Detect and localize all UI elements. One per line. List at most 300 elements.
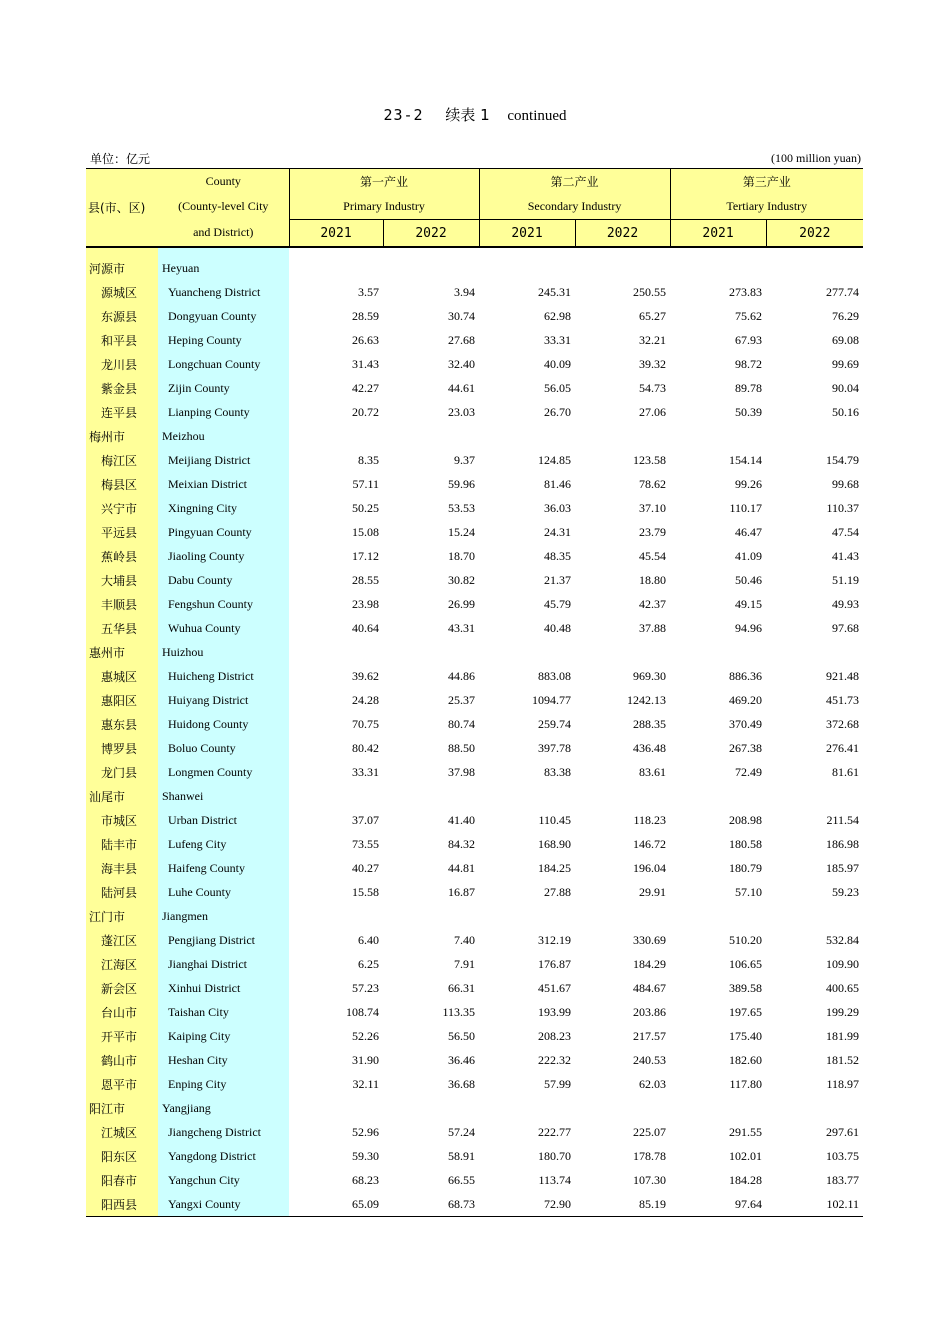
city-name-en: Yangjiang — [158, 1096, 289, 1120]
value-secondary-2021: 397.78 — [538, 740, 572, 755]
city-name-cn: 河源市 — [86, 256, 158, 280]
county-name-cn: 丰顺县 — [86, 592, 158, 616]
value-secondary-2021: 124.85 — [538, 452, 572, 467]
table-row — [86, 448, 863, 472]
value-tertiary-2022: 99.69 — [832, 356, 860, 371]
value-secondary-2022: 54.73 — [639, 380, 667, 395]
county-name-en: Kaiping City — [158, 1024, 289, 1048]
value-primary-2021: 32.11 — [352, 1076, 379, 1091]
value-secondary-2022: 203.86 — [633, 1004, 667, 1019]
table-row — [86, 1168, 863, 1192]
table-row — [86, 568, 863, 592]
value-primary-2022: 25.37 — [448, 692, 476, 707]
value-primary-2021: 65.09 — [289, 1192, 383, 1217]
county-name-en: Huidong County — [158, 712, 289, 736]
value-tertiary-2021: 184.28 — [729, 1172, 763, 1187]
table-row — [86, 880, 863, 904]
value-secondary-2022: 217.57 — [633, 1028, 667, 1043]
value-secondary-2021: 57.99 — [544, 1076, 572, 1091]
value-secondary-2021: 222.32 — [538, 1052, 572, 1067]
table-row — [86, 712, 863, 736]
value-tertiary-2021: 110.17 — [729, 500, 763, 515]
value-tertiary-2022: 276.41 — [826, 740, 860, 755]
value-primary-2021: 52.96 — [352, 1124, 379, 1139]
county-name-en: Yangdong District — [158, 1144, 289, 1168]
county-name-cn: 台山市 — [86, 1000, 158, 1024]
value-secondary-2021: 56.05 — [544, 380, 572, 395]
city-row — [86, 640, 863, 664]
value-primary-2022: 68.73 — [383, 1192, 479, 1217]
city-name-en: Meizhou — [158, 424, 289, 448]
value-tertiary-2021: 57.10 — [735, 884, 763, 899]
table-row — [86, 1072, 863, 1096]
value-primary-2021: 108.74 — [346, 1004, 379, 1019]
city-row — [86, 1096, 863, 1120]
value-primary-2021: 6.40 — [358, 932, 379, 947]
value-primary-2022: 3.94 — [454, 284, 476, 299]
value-primary-2021: 52.26 — [352, 1028, 379, 1043]
value-tertiary-2021: 117.80 — [729, 1076, 763, 1091]
value-primary-2021: 73.55 — [352, 836, 379, 851]
table-header — [86, 169, 863, 248]
value-primary-2021: 26.63 — [352, 332, 379, 347]
table-row — [86, 352, 863, 376]
table-row — [86, 376, 863, 400]
unit-en: (100 million yuan) — [771, 151, 861, 165]
header-tertiary-en: Tertiary Industry — [670, 194, 863, 220]
value-tertiary-2022: 185.97 — [826, 860, 860, 875]
value-secondary-2022: 23.79 — [639, 524, 667, 539]
value-secondary-2021: 40.09 — [544, 356, 572, 371]
county-name-cn: 龙门县 — [86, 760, 158, 784]
value-secondary-2021: 27.88 — [544, 884, 572, 899]
value-secondary-2022: 32.21 — [639, 332, 667, 347]
table-row — [86, 856, 863, 880]
header-primary-cn: 第一产业 — [289, 169, 479, 195]
value-secondary-2022: 65.27 — [639, 308, 667, 323]
value-tertiary-2022: 186.98 — [826, 836, 860, 851]
value-tertiary-2022: 90.04 — [832, 380, 860, 395]
value-primary-2022: 27.68 — [448, 332, 476, 347]
value-tertiary-2021: 154.14 — [729, 452, 763, 467]
county-name-cn: 大埔县 — [86, 568, 158, 592]
city-name-cn: 惠州市 — [86, 640, 158, 664]
county-name-cn: 连平县 — [86, 400, 158, 424]
county-name-cn: 恩平市 — [86, 1072, 158, 1096]
value-secondary-2022: 37.88 — [639, 620, 667, 635]
value-secondary-2021: 21.37 — [544, 572, 572, 587]
value-tertiary-2021: 67.93 — [735, 332, 763, 347]
county-name-cn: 江海区 — [86, 952, 158, 976]
county-name-en: Yangchun City — [158, 1168, 289, 1192]
year-secondary-2022: 2022 — [575, 220, 670, 248]
table-row — [86, 472, 863, 496]
value-secondary-2022: 240.53 — [633, 1052, 667, 1067]
value-tertiary-2021: 389.58 — [729, 980, 763, 995]
value-tertiary-2021: 49.15 — [735, 596, 763, 611]
value-tertiary-2022: 532.84 — [826, 932, 860, 947]
value-secondary-2021: 40.48 — [544, 620, 572, 635]
value-primary-2021: 24.28 — [352, 692, 379, 707]
value-secondary-2021: 168.90 — [538, 836, 572, 851]
value-tertiary-2021: 469.20 — [729, 692, 763, 707]
value-primary-2021: 40.64 — [352, 620, 379, 635]
value-secondary-2021: 184.25 — [538, 860, 572, 875]
county-name-en: Meijiang District — [158, 448, 289, 472]
value-primary-2021: 68.23 — [352, 1172, 379, 1187]
county-name-en: Boluo County — [158, 736, 289, 760]
value-tertiary-2021: 180.58 — [729, 836, 763, 851]
value-tertiary-2021: 510.20 — [729, 932, 763, 947]
title-en: continued — [507, 108, 567, 124]
value-secondary-2022: 42.37 — [639, 596, 667, 611]
value-primary-2021: 3.57 — [358, 284, 379, 299]
value-secondary-2022: 107.30 — [633, 1172, 667, 1187]
value-secondary-2022: 146.72 — [633, 836, 667, 851]
value-tertiary-2022: 400.65 — [826, 980, 860, 995]
value-secondary-2022: 83.61 — [639, 764, 667, 779]
value-primary-2022: 66.31 — [448, 980, 476, 995]
value-primary-2021: 37.07 — [352, 812, 379, 827]
table-row — [86, 1024, 863, 1048]
table-row — [86, 832, 863, 856]
value-tertiary-2021: 267.38 — [729, 740, 763, 755]
value-secondary-2022: 45.54 — [639, 548, 667, 563]
value-secondary-2022: 78.62 — [639, 476, 667, 491]
value-primary-2022: 9.37 — [454, 452, 476, 467]
value-tertiary-2022: 451.73 — [826, 692, 860, 707]
county-name-cn: 鹤山市 — [86, 1048, 158, 1072]
value-primary-2021: 33.31 — [352, 764, 379, 779]
county-name-en: Taishan City — [158, 1000, 289, 1024]
value-tertiary-2022: 199.29 — [826, 1004, 860, 1019]
county-name-cn: 陆丰市 — [86, 832, 158, 856]
value-secondary-2021: 245.31 — [538, 284, 572, 299]
value-secondary-2021: 259.74 — [538, 716, 572, 731]
year-tertiary-2022: 2022 — [766, 220, 863, 248]
title-cn: 续表 1 — [445, 106, 490, 124]
value-tertiary-2022: 47.54 — [832, 524, 860, 539]
value-primary-2021: 31.43 — [352, 356, 379, 371]
value-primary-2022: 36.68 — [448, 1076, 476, 1091]
year-tertiary-2021: 2021 — [670, 220, 766, 248]
table-row — [86, 544, 863, 568]
value-primary-2022: 36.46 — [448, 1052, 476, 1067]
table-row — [86, 328, 863, 352]
value-secondary-2022: 27.06 — [639, 404, 667, 419]
value-secondary-2021: 176.87 — [538, 956, 572, 971]
value-tertiary-2022: 59.23 — [832, 884, 860, 899]
table-row — [86, 1048, 863, 1072]
value-primary-2022: 84.32 — [448, 836, 476, 851]
table-row — [86, 1000, 863, 1024]
value-tertiary-2022: 81.61 — [832, 764, 860, 779]
value-primary-2021: 15.08 — [352, 524, 379, 539]
table-row — [86, 616, 863, 640]
value-secondary-2021: 208.23 — [538, 1028, 572, 1043]
value-tertiary-2022: 118.97 — [826, 1076, 860, 1091]
value-primary-2021: 40.27 — [352, 860, 379, 875]
table-number: 23-2 — [383, 106, 424, 124]
value-primary-2022: 88.50 — [448, 740, 476, 755]
value-tertiary-2021: 89.78 — [735, 380, 763, 395]
value-secondary-2021: 33.31 — [544, 332, 572, 347]
value-tertiary-2021: 46.47 — [735, 524, 763, 539]
city-row — [86, 904, 863, 928]
value-tertiary-2022: 181.99 — [826, 1028, 860, 1043]
county-name-cn: 和平县 — [86, 328, 158, 352]
value-secondary-2022: 18.80 — [639, 572, 667, 587]
value-primary-2021: 23.98 — [352, 596, 379, 611]
county-name-en: Wuhua County — [158, 616, 289, 640]
value-tertiary-2021: 197.65 — [729, 1004, 763, 1019]
table-row — [86, 592, 863, 616]
value-secondary-2022: 1242.13 — [627, 692, 667, 707]
value-primary-2021: 28.59 — [352, 308, 379, 323]
county-name-cn: 阳春市 — [86, 1168, 158, 1192]
value-primary-2022: 18.70 — [448, 548, 476, 563]
county-name-en: Lufeng City — [158, 832, 289, 856]
value-tertiary-2022: 277.74 — [826, 284, 860, 299]
county-name-en: Xingning City — [158, 496, 289, 520]
city-name-en: Jiangmen — [158, 904, 289, 928]
city-name-en: Huizhou — [158, 640, 289, 664]
county-name-cn: 开平市 — [86, 1024, 158, 1048]
county-name-cn: 惠阳区 — [86, 688, 158, 712]
county-name-cn: 梅江区 — [86, 448, 158, 472]
value-primary-2021: 20.72 — [352, 404, 379, 419]
value-tertiary-2022: 110.37 — [826, 500, 860, 515]
value-primary-2021: 15.58 — [352, 884, 379, 899]
value-tertiary-2022: 51.19 — [832, 572, 860, 587]
county-name-en: Meixian District — [158, 472, 289, 496]
value-primary-2021: 57.11 — [352, 476, 379, 491]
value-tertiary-2022: 69.08 — [832, 332, 860, 347]
county-name-cn: 东源县 — [86, 304, 158, 328]
county-name-en: Urban District — [158, 808, 289, 832]
value-primary-2022: 53.53 — [448, 500, 476, 515]
table-row — [86, 400, 863, 424]
value-primary-2021: 70.75 — [352, 716, 379, 731]
county-name-cn: 海丰县 — [86, 856, 158, 880]
value-tertiary-2022: 76.29 — [832, 308, 860, 323]
header-county-cn: 县(市、区) — [86, 169, 158, 248]
county-name-en: Zijin County — [158, 376, 289, 400]
value-primary-2022: 43.31 — [448, 620, 476, 635]
table-row — [86, 736, 863, 760]
city-row — [86, 784, 863, 808]
value-tertiary-2021: 102.01 — [729, 1148, 763, 1163]
value-tertiary-2022: 154.79 — [826, 452, 860, 467]
value-primary-2021: 57.23 — [352, 980, 379, 995]
value-primary-2022: 57.24 — [448, 1124, 476, 1139]
value-primary-2022: 56.50 — [448, 1028, 476, 1043]
value-secondary-2022: 118.23 — [633, 812, 667, 827]
county-name-en: Dabu County — [158, 568, 289, 592]
value-secondary-2021: 81.46 — [544, 476, 572, 491]
table-row — [86, 304, 863, 328]
value-tertiary-2021: 208.98 — [729, 812, 763, 827]
value-secondary-2021: 45.79 — [544, 596, 572, 611]
table-row — [86, 1192, 863, 1217]
table-body — [86, 247, 863, 1217]
value-tertiary-2022: 183.77 — [826, 1172, 860, 1187]
county-name-en: Luhe County — [158, 880, 289, 904]
county-name-cn: 陆河县 — [86, 880, 158, 904]
value-tertiary-2021: 75.62 — [735, 308, 763, 323]
county-name-cn: 龙川县 — [86, 352, 158, 376]
value-tertiary-2022: 297.61 — [826, 1124, 860, 1139]
county-name-en: Jianghai District — [158, 952, 289, 976]
value-tertiary-2021: 273.83 — [729, 284, 763, 299]
table-row — [86, 280, 863, 304]
year-primary-2021: 2021 — [289, 220, 383, 248]
county-name-cn: 新会区 — [86, 976, 158, 1000]
county-name-cn: 源城区 — [86, 280, 158, 304]
value-primary-2022: 58.91 — [448, 1148, 476, 1163]
value-primary-2022: 30.74 — [448, 308, 476, 323]
city-row — [86, 424, 863, 448]
county-name-en: Heshan City — [158, 1048, 289, 1072]
value-secondary-2022: 85.19 — [575, 1192, 670, 1217]
value-secondary-2022: 288.35 — [633, 716, 667, 731]
page-title — [0, 104, 950, 125]
county-name-en: Xinhui District — [158, 976, 289, 1000]
value-secondary-2022: 39.32 — [639, 356, 667, 371]
table-row — [86, 1144, 863, 1168]
value-secondary-2022: 62.03 — [639, 1076, 667, 1091]
value-tertiary-2021: 886.36 — [729, 668, 763, 683]
county-name-en: Fengshun County — [158, 592, 289, 616]
data-table — [86, 168, 863, 1217]
county-name-cn: 江城区 — [86, 1120, 158, 1144]
unit-cn: 单位：亿元 — [90, 152, 151, 166]
value-tertiary-2021: 97.64 — [670, 1192, 766, 1217]
value-primary-2022: 16.87 — [448, 884, 476, 899]
value-secondary-2022: 196.04 — [633, 860, 667, 875]
value-primary-2021: 28.55 — [352, 572, 379, 587]
value-secondary-2022: 184.29 — [633, 956, 667, 971]
city-row — [86, 256, 863, 280]
value-secondary-2022: 225.07 — [633, 1124, 667, 1139]
value-secondary-2022: 37.10 — [639, 500, 667, 515]
table-row — [86, 664, 863, 688]
value-tertiary-2022: 181.52 — [826, 1052, 860, 1067]
value-tertiary-2021: 50.39 — [735, 404, 763, 419]
header-county-en-1: County — [158, 169, 289, 195]
value-secondary-2021: 222.77 — [538, 1124, 572, 1139]
value-secondary-2022: 330.69 — [633, 932, 667, 947]
value-primary-2022: 7.40 — [454, 932, 476, 947]
value-primary-2022: 32.40 — [448, 356, 476, 371]
county-name-cn: 梅县区 — [86, 472, 158, 496]
value-tertiary-2022: 49.93 — [832, 596, 860, 611]
table-row — [86, 520, 863, 544]
value-tertiary-2022: 372.68 — [826, 716, 860, 731]
value-tertiary-2022: 921.48 — [826, 668, 860, 683]
value-tertiary-2022: 102.11 — [766, 1192, 863, 1217]
value-tertiary-2022: 41.43 — [832, 548, 860, 563]
table-row — [86, 808, 863, 832]
value-tertiary-2022: 99.68 — [832, 476, 860, 491]
county-name-cn: 惠城区 — [86, 664, 158, 688]
value-secondary-2022: 250.55 — [633, 284, 667, 299]
county-name-en: Heping County — [158, 328, 289, 352]
value-primary-2022: 15.24 — [448, 524, 476, 539]
value-tertiary-2021: 41.09 — [735, 548, 763, 563]
header-county-en-3: and District) — [158, 220, 289, 248]
value-primary-2021: 42.27 — [352, 380, 379, 395]
value-secondary-2021: 883.08 — [538, 668, 572, 683]
value-primary-2021: 8.35 — [358, 452, 379, 467]
value-primary-2022: 44.86 — [448, 668, 476, 683]
county-name-en: Jiaoling County — [158, 544, 289, 568]
county-name-en: Jiangcheng District — [158, 1120, 289, 1144]
table-row — [86, 688, 863, 712]
value-secondary-2021: 193.99 — [538, 1004, 572, 1019]
county-name-cn: 平远县 — [86, 520, 158, 544]
value-tertiary-2022: 97.68 — [832, 620, 860, 635]
county-name-cn: 市城区 — [86, 808, 158, 832]
header-secondary-cn: 第二产业 — [479, 169, 670, 195]
value-secondary-2022: 969.30 — [633, 668, 667, 683]
city-name-cn: 汕尾市 — [86, 784, 158, 808]
header-county-en-2: (County-level City — [158, 194, 289, 220]
value-primary-2022: 26.99 — [448, 596, 476, 611]
value-primary-2021: 31.90 — [352, 1052, 379, 1067]
value-secondary-2021: 72.90 — [479, 1192, 575, 1217]
value-primary-2021: 17.12 — [352, 548, 379, 563]
value-secondary-2021: 83.38 — [544, 764, 572, 779]
value-primary-2022: 7.91 — [454, 956, 476, 971]
value-secondary-2022: 484.67 — [633, 980, 667, 995]
city-name-cn: 梅州市 — [86, 424, 158, 448]
table-row — [86, 1120, 863, 1144]
value-secondary-2021: 113.74 — [538, 1172, 572, 1187]
county-name-en: Pingyuan County — [158, 520, 289, 544]
value-primary-2022: 113.35 — [442, 1004, 476, 1019]
county-name-cn: 阳东区 — [86, 1144, 158, 1168]
county-name-en: Longmen County — [158, 760, 289, 784]
value-tertiary-2022: 211.54 — [826, 812, 860, 827]
city-name-en: Heyuan — [158, 256, 289, 280]
county-name-cn: 蓬江区 — [86, 928, 158, 952]
value-tertiary-2022: 50.16 — [832, 404, 860, 419]
header-primary-en: Primary Industry — [289, 194, 479, 220]
county-name-en: Enping City — [158, 1072, 289, 1096]
value-primary-2021: 50.25 — [352, 500, 379, 515]
value-secondary-2022: 123.58 — [633, 452, 667, 467]
city-name-cn: 江门市 — [86, 904, 158, 928]
value-primary-2021: 80.42 — [352, 740, 379, 755]
value-secondary-2022: 29.91 — [639, 884, 667, 899]
value-tertiary-2022: 103.75 — [826, 1148, 860, 1163]
year-primary-2022: 2022 — [383, 220, 479, 248]
table-row — [86, 928, 863, 952]
value-secondary-2021: 24.31 — [544, 524, 572, 539]
value-tertiary-2021: 98.72 — [735, 356, 763, 371]
header-secondary-en: Secondary Industry — [479, 194, 670, 220]
county-name-en: Longchuan County — [158, 352, 289, 376]
value-secondary-2021: 36.03 — [544, 500, 572, 515]
county-name-en: Huicheng District — [158, 664, 289, 688]
value-primary-2021: 39.62 — [352, 668, 379, 683]
value-primary-2021: 6.25 — [358, 956, 379, 971]
county-name-cn: 惠东县 — [86, 712, 158, 736]
value-tertiary-2021: 106.65 — [729, 956, 763, 971]
county-name-en: Yuancheng District — [158, 280, 289, 304]
county-name-cn: 五华县 — [86, 616, 158, 640]
